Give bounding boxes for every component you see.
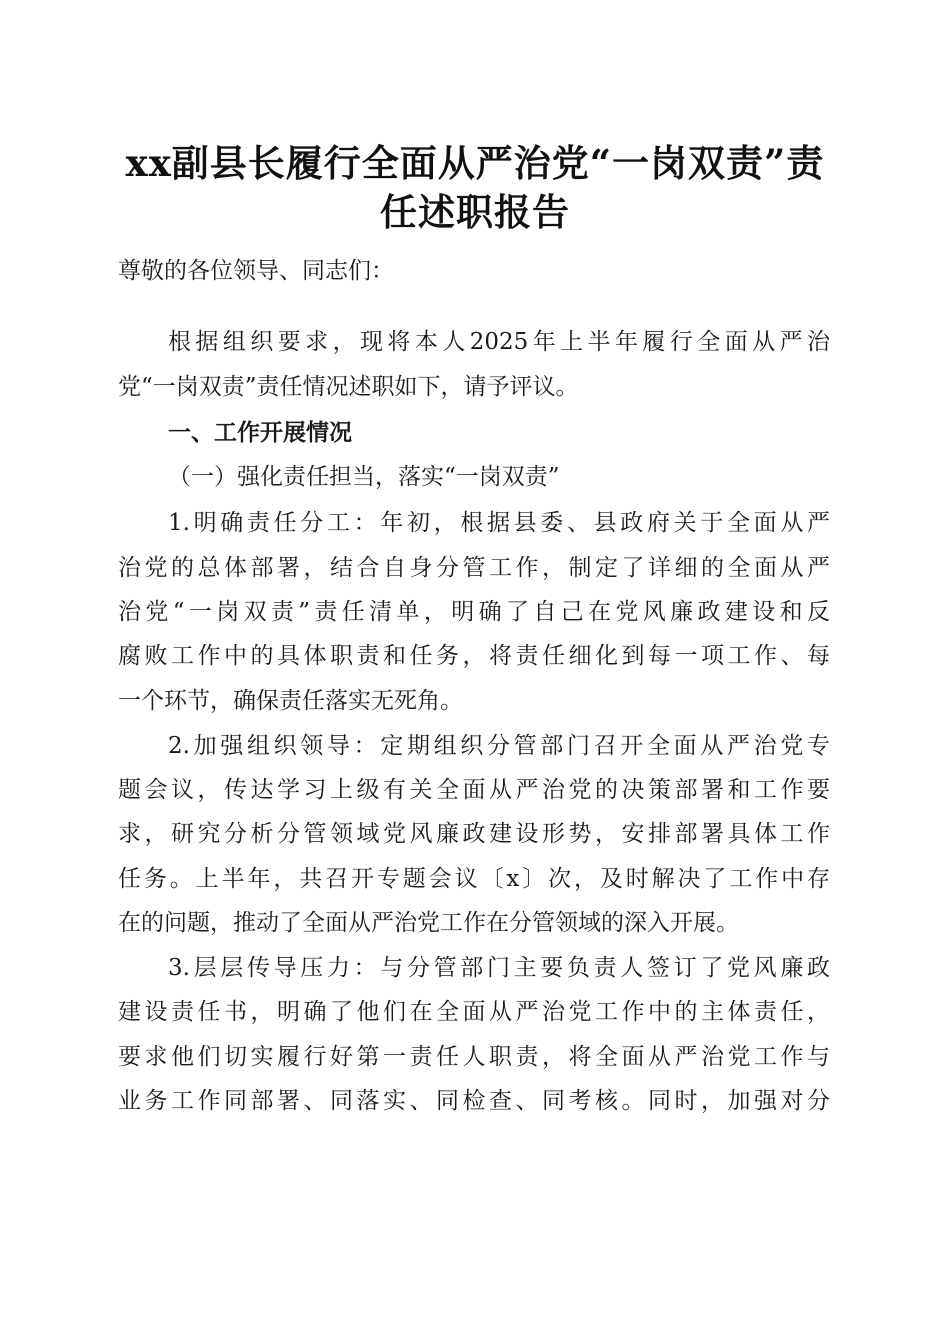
item1-line-2: 治党的总体部署，结合自身分管工作，制定了详细的全面从严: [118, 555, 830, 581]
item3-line-3: 要求他们切实履行好第一责任人职责，将全面从严治党工作与: [118, 1044, 830, 1070]
item3-line-2: 建设责任书，明确了他们在全面从严治党工作中的主体责任，: [118, 999, 830, 1025]
item2-line-5: 在的问题，推动了全面从严治党工作在分管领域的深入开展。: [118, 910, 739, 936]
document-title-line-1: xx副县长履行全面从严治党“一岗双责”责: [125, 141, 825, 185]
item2-line-2: 题会议，传达学习上级有关全面从严治党的决策部署和工作要: [118, 777, 830, 803]
item1-line-4: 腐败工作中的具体职责和任务，将责任细化到每一项工作、每: [118, 643, 830, 669]
item1-line-3: 治党“一岗双责”责任清单，明确了自己在党风廉政建设和反: [118, 599, 830, 625]
item2-line-4: 任务。上半年，共召开专题会议〔x〕次，及时解决了工作中存: [118, 866, 830, 892]
item1-line-5: 一个环节，确保责任落实无死角。: [118, 688, 463, 714]
item3-line-1: 3.层层传导压力：与分管部门主要负责人签订了党风廉政: [168, 955, 830, 981]
section-heading: 一、工作开展情况: [168, 420, 352, 446]
document-title-line-2: 任述职报告: [380, 190, 570, 234]
item2-line-3: 求，研究分析分管领域党风廉政建设形势，安排部署具体工作: [118, 821, 830, 847]
subsection-heading: （一）强化责任担当，落实“一岗双责”: [168, 464, 560, 490]
item1-line-1: 1.明确责任分工：年初，根据县委、县政府关于全面从严: [168, 510, 830, 536]
intro-line-2: 党“一岗双责”责任情况述职如下，请予评议。: [118, 374, 579, 400]
item3-line-4: 业务工作同部署、同落实、同检查、同考核。同时，加强对分: [118, 1088, 830, 1114]
item2-line-1: 2.加强组织领导：定期组织分管部门召开全面从严治党专: [168, 733, 830, 759]
salutation: 尊敬的各位领导、同志们：: [118, 258, 394, 284]
intro-line-1: 根据组织要求，现将本人2025年上半年履行全面从严治: [168, 329, 830, 355]
